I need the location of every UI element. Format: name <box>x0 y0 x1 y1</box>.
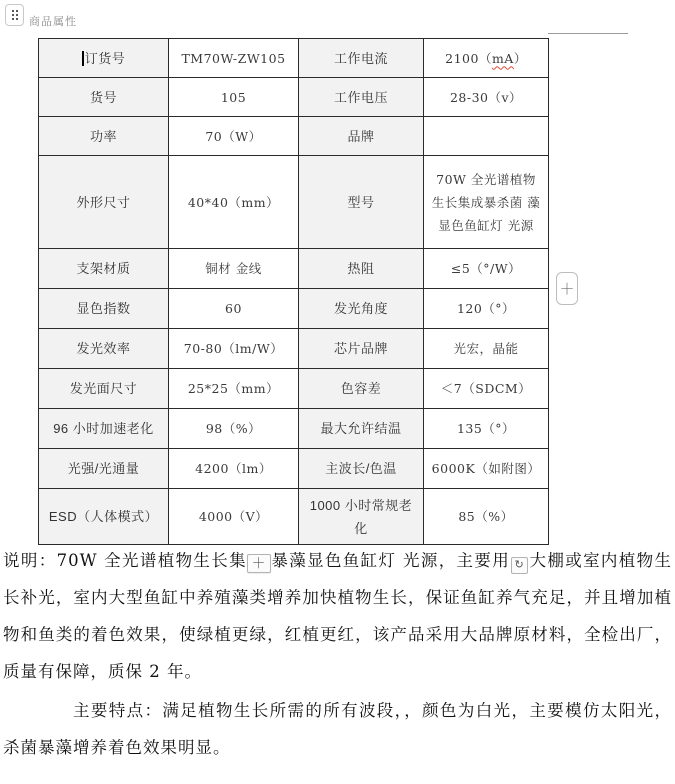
drag-dots-icon <box>12 10 18 20</box>
table-row <box>39 449 549 489</box>
cell-label-voltage[interactable]: 工作电压 <box>299 78 424 117</box>
cell-label-luminous-flux[interactable]: 光强/光通量 <box>39 449 169 489</box>
cell-label-cri[interactable]: 显色指数 <box>39 289 169 329</box>
cell-value-thermal-resistance[interactable]: ≤5（°/W） <box>424 249 549 289</box>
refresh-glyph: ↻ <box>514 559 525 571</box>
cell-value-voltage[interactable]: 28-30（v） <box>424 78 549 117</box>
cell-text: 2100（ <box>445 50 492 66</box>
cell-label-dimensions[interactable]: 外形尺寸 <box>39 156 169 249</box>
cell-text: ） <box>513 50 527 66</box>
cell-value-wavelength-cct[interactable]: 6000K（如附图） <box>424 449 549 489</box>
cell-label-current[interactable]: 工作电流 <box>299 39 424 78</box>
cell-label-model[interactable]: 型号 <box>299 156 424 249</box>
cell-value-emitting-area[interactable]: 25*25（mm） <box>169 369 299 409</box>
table-row <box>39 39 549 78</box>
table-row <box>39 117 549 156</box>
cell-value-cri[interactable]: 60 <box>169 289 299 329</box>
table-row <box>39 369 549 409</box>
table-insert-plus-icon[interactable] <box>247 554 271 573</box>
description-text: 暴藻显色鱼缸灯 光源，主要用 <box>271 551 511 570</box>
cell-label-esd[interactable]: ESD（人体模式） <box>39 489 169 545</box>
cell-label-max-junction-temp[interactable]: 最大允许结温 <box>299 409 424 449</box>
cell-label-sdcm[interactable]: 色容差 <box>299 369 424 409</box>
cell-value-order-no[interactable]: TM70W-ZW105 <box>169 39 299 78</box>
section-title: 商品属性 <box>29 16 77 28</box>
cell-value-brand[interactable] <box>424 117 549 156</box>
cell-value-aging-1000h[interactable]: 85（%） <box>424 489 549 545</box>
cell-label-emitting-area[interactable]: 发光面尺寸 <box>39 369 169 409</box>
description-paragraph[interactable] <box>3 542 672 690</box>
table-row <box>39 289 549 329</box>
cell-label-power[interactable]: 功率 <box>39 117 169 156</box>
table-row <box>39 329 549 369</box>
description-text: 说明：70W 全光谱植物生长集 <box>3 551 248 570</box>
cell-label-aging-96h[interactable]: 96 小时加速老化 <box>39 409 169 449</box>
cell-value-luminous-flux[interactable]: 4200（lm） <box>169 449 299 489</box>
cell-value-max-junction-temp[interactable]: 135（°） <box>424 409 549 449</box>
spellcheck-underline: mA <box>491 50 514 66</box>
table-row <box>39 489 549 545</box>
features-paragraph[interactable]: 主要特点：满足植物生长所需的所有波段，，颜色为白光，主要模仿太阳光，杀菌暴藻增养着色效果明显。 <box>3 701 672 757</box>
cell-label-aging-1000h[interactable]: 1000 小时常规老化 <box>299 489 424 545</box>
cell-value-dimensions[interactable]: 40*40（mm） <box>169 156 299 249</box>
cell-value-sdcm[interactable]: ＜7（SDCM） <box>424 369 549 409</box>
cell-label-item-no[interactable]: 货号 <box>39 78 169 117</box>
cell-value-esd[interactable]: 4000（V） <box>169 489 299 545</box>
table-row <box>39 249 549 289</box>
drag-handle-button[interactable] <box>5 4 24 26</box>
cell-label-order-no[interactable] <box>39 39 169 78</box>
cell-text: 订货号 <box>84 50 126 66</box>
cell-label-bracket-material[interactable]: 支架材质 <box>39 249 169 289</box>
description-text: 大棚或室内植物生长补光，室内大型鱼缸中养殖藻类增养加快植物生长，保证鱼缸养气充足，并且增加植物和鱼类的着色效果，使绿植更绿，红植更红，该产品采用大品牌原材料，全检出厂，质量有保障，质保 2 年。 <box>3 551 673 681</box>
plus-icon: ＋ <box>559 281 575 298</box>
paste-options-icon[interactable] <box>511 557 528 574</box>
cell-label-wavelength-cct[interactable]: 主波长/色温 <box>299 449 424 489</box>
cell-value-beam-angle[interactable]: 120（°） <box>424 289 549 329</box>
cell-label-brand[interactable]: 品牌 <box>299 117 424 156</box>
plus-icon: ＋ <box>251 555 267 571</box>
cell-label-beam-angle[interactable]: 发光角度 <box>299 289 424 329</box>
table-row <box>39 409 549 449</box>
cell-label-efficacy[interactable]: 发光效率 <box>39 329 169 369</box>
cell-value-model[interactable]: 70W 全光谱植物 生长集成暴杀菌 藻显色鱼缸灯 光源 <box>424 156 549 249</box>
divider-line <box>548 33 628 34</box>
cell-value-bracket-material[interactable]: 铜材 金线 <box>169 249 299 289</box>
cell-label-thermal-resistance[interactable]: 热阻 <box>299 249 424 289</box>
cell-value-efficacy[interactable]: 70-80（lm/W） <box>169 329 299 369</box>
cell-value-chip-brand[interactable]: 光宏，晶能 <box>424 329 549 369</box>
add-column-button[interactable] <box>556 272 578 305</box>
cell-value-current[interactable] <box>424 39 549 78</box>
cell-value-power[interactable]: 70（W） <box>169 117 299 156</box>
cell-label-chip-brand[interactable]: 芯片品牌 <box>299 329 424 369</box>
table-row <box>39 78 549 117</box>
cell-value-item-no[interactable]: 105 <box>169 78 299 117</box>
spec-table <box>38 38 549 545</box>
document-body <box>3 542 672 766</box>
table-row <box>39 156 549 249</box>
cell-value-aging-96h[interactable]: 98（%） <box>169 409 299 449</box>
text-cursor <box>82 51 84 66</box>
